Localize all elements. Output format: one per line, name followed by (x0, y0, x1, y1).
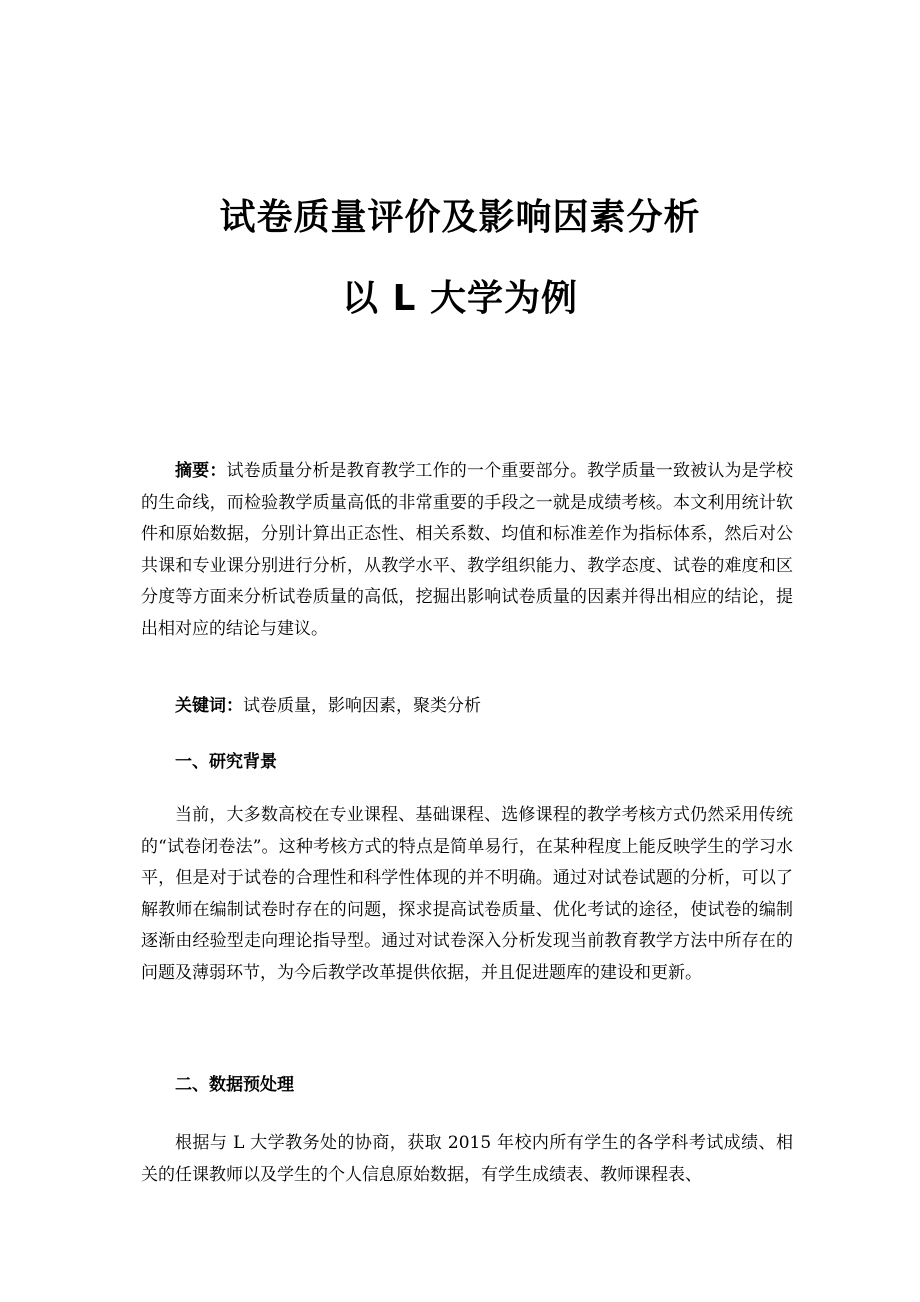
paper-subtitle: 以 L 大学为例 (341, 278, 578, 319)
section-preprocessing-paragraph: 根据与 L 大学教务处的协商，获取 2015 年校内所有学生的各学科考试成绩、相关的任课教师以及学生的个人信息原始数据，有学生成绩表、教师课程表、 (141, 1133, 793, 1185)
paper-title: 试卷质量评价及影响因素分析 (219, 197, 701, 238)
section-heading-background: 一、研究背景 (175, 752, 277, 772)
section-preprocessing (141, 1128, 793, 1191)
keywords (141, 691, 793, 723)
section-background (141, 800, 793, 989)
section-heading-preprocessing: 二、数据预处理 (175, 1075, 294, 1095)
abstract-label: 摘要： (175, 461, 227, 481)
abstract-paragraph (141, 456, 793, 645)
abstract (141, 456, 793, 645)
keywords-paragraph (141, 691, 793, 723)
keywords-label: 关键词： (175, 696, 243, 716)
keywords-text: 试卷质量，影响因素，聚类分析 (243, 696, 481, 716)
section-background-paragraph: 当前，大多数高校在专业课程、基础课程、选修课程的教学考核方式仍然采用传统的“试卷闭卷法”。这种考核方式的特点是简单易行，在某种程度上能反映学生的学习水平，但是对于试卷的合理性和科学性体现的并不明确。通过对试卷试题的分析，可以了解教师在编制试卷时存在的问题，探求提高试卷质量、优化考试的途径，使试卷的编制逐渐由经验型走向理论指导型。通过对试卷深入分析发现当前教育教学方法中所存在的问题及薄弱环节，为今后教学改革提供依据，并且促进题库的建设和更新。 (141, 805, 793, 983)
abstract-text: 试卷质量分析是教育教学工作的一个重要部分。教学质量一致被认为是学校的生命线，而检验教学质量高低的非常重要的手段之一就是成绩考核。本文利用统计软件和原始数据，分别计算出正态性、相关系数、均值和标准差作为指标体系，然后对公共课和专业课分别进行分析，从教学水平、教学组织能力、教学态度、试卷的难度和区分度等方面来分析试卷质量的高低，挖掘出影响试卷质量的因素并得出相应的结论，提出相对应的结论与建议。 (141, 461, 793, 639)
